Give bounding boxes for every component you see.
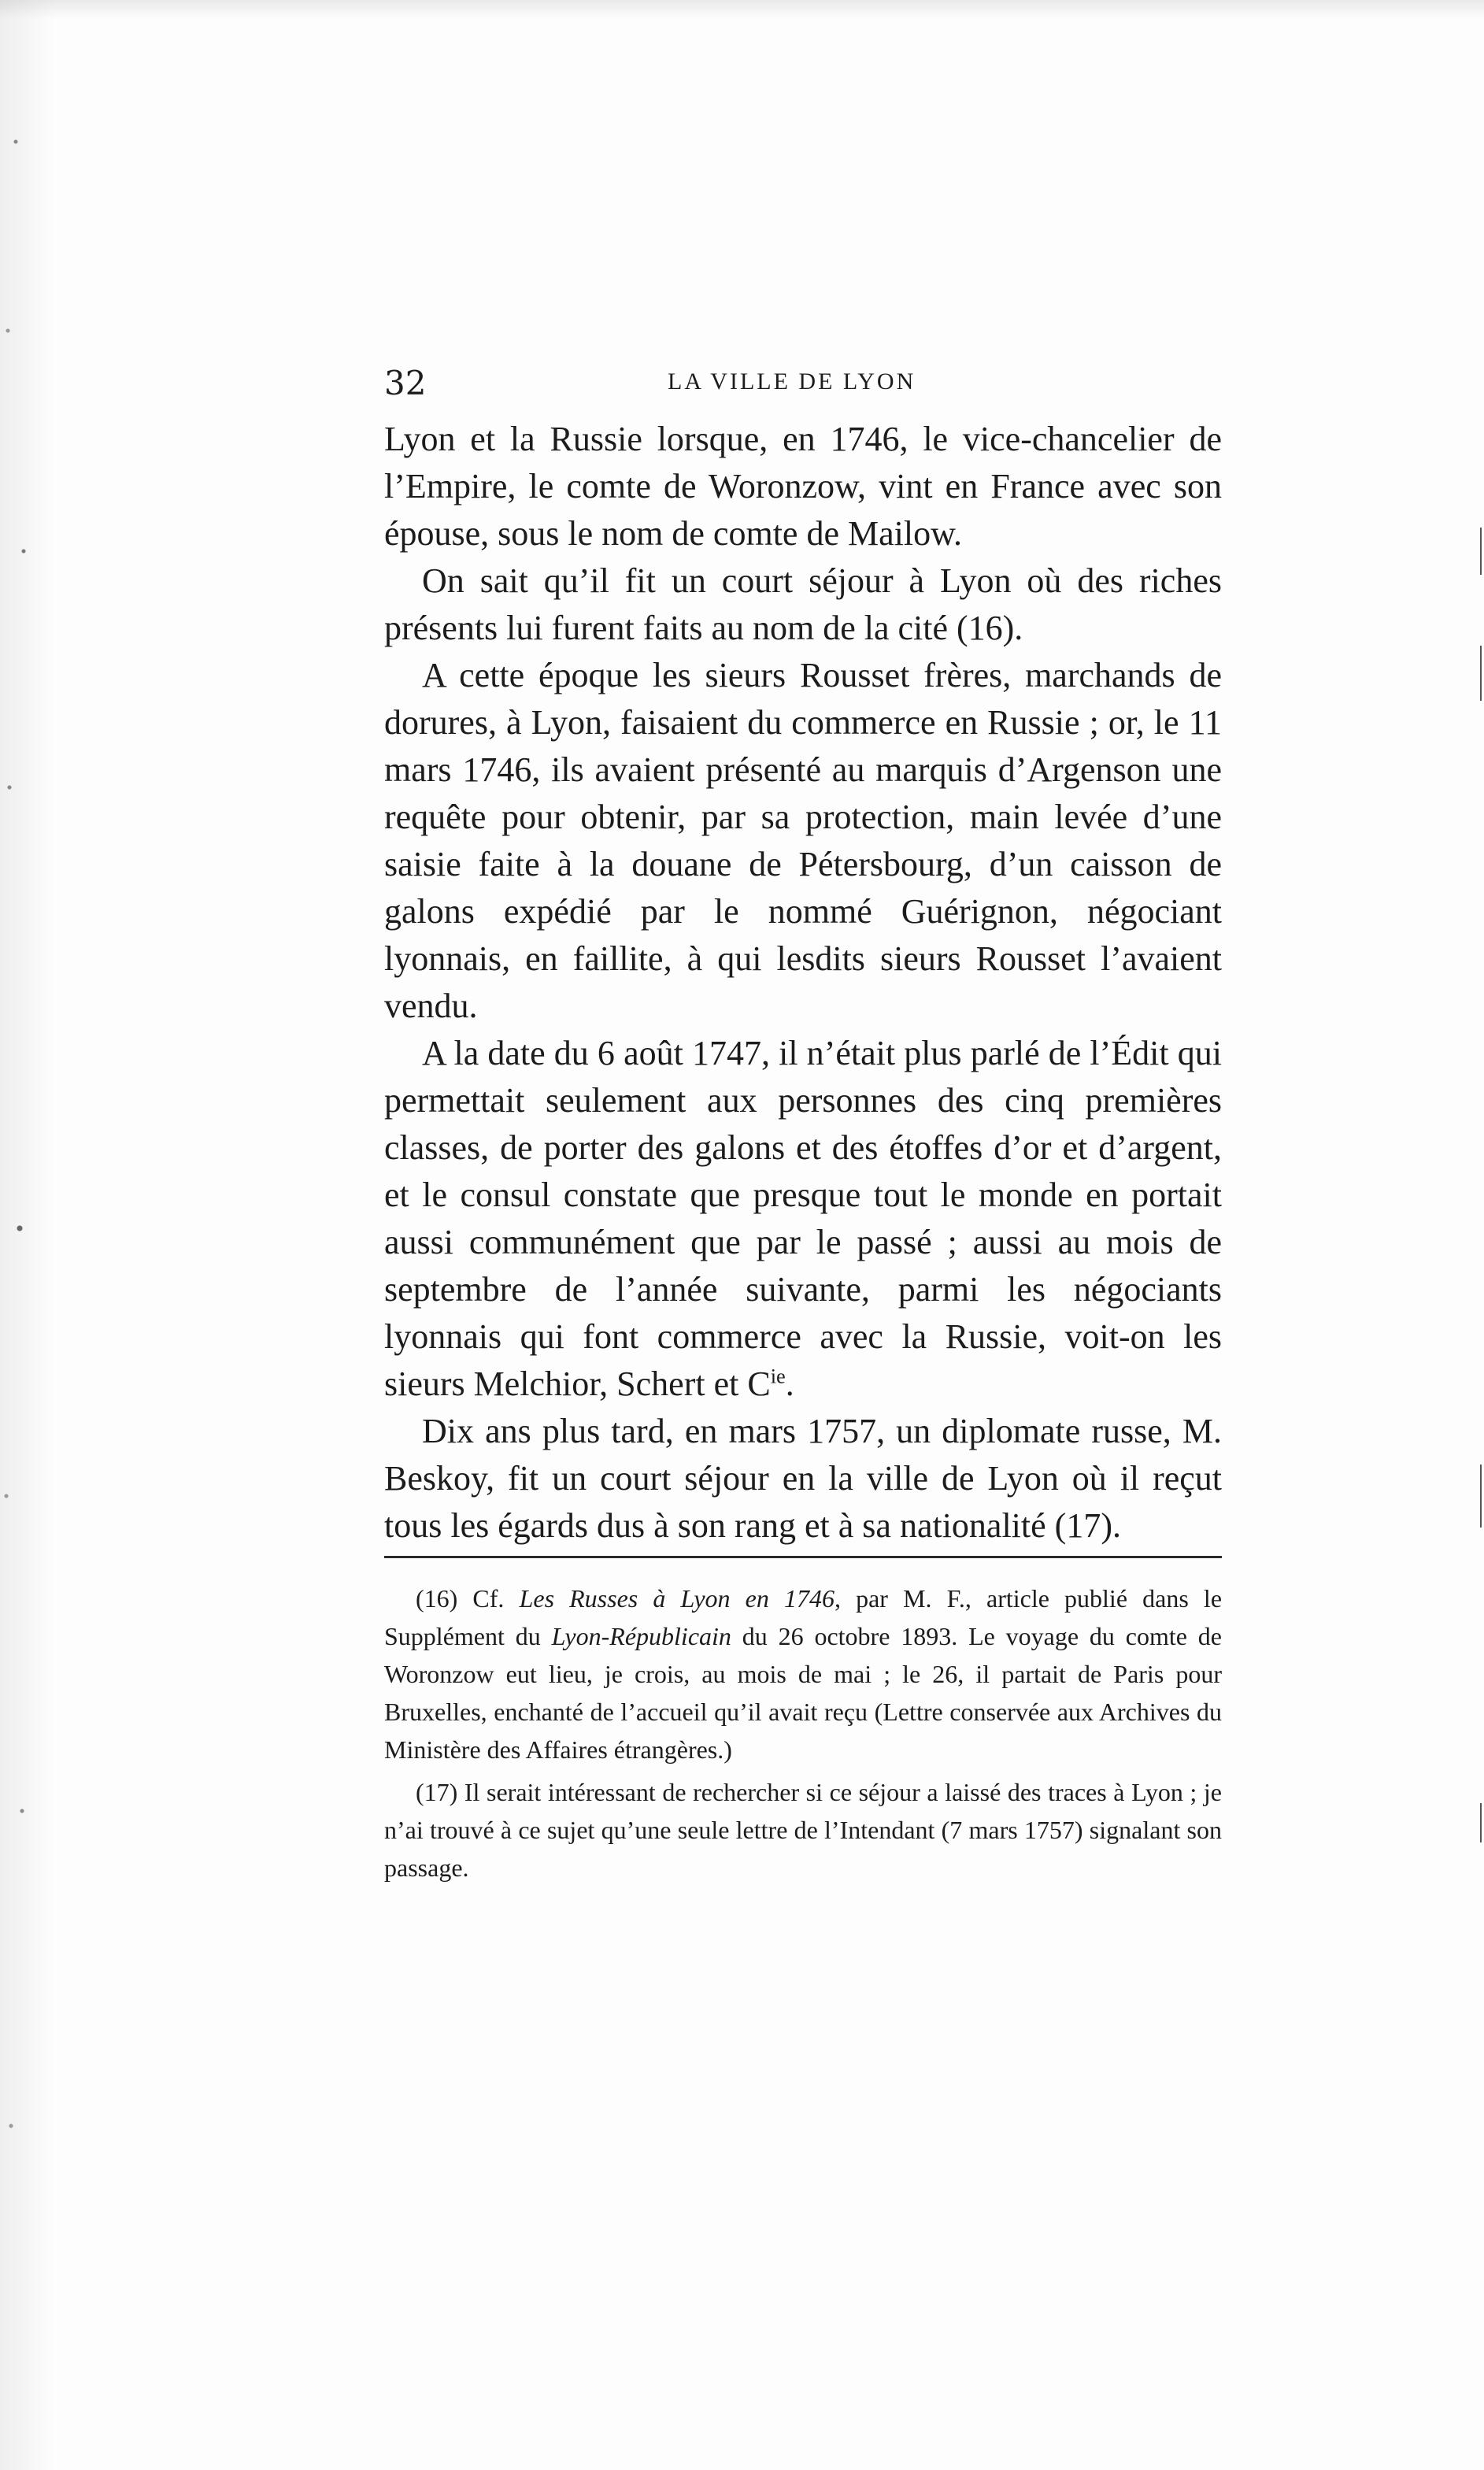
paragraph: Dix ans plus tard, en mars 1757, un diplomate russe, M. Beskoy, fit un court séjour en la ville de Lyon où il reçut tous les égards dus à son rang et à sa nationalité (17). bbox=[384, 1412, 1222, 1545]
running-title: LA VILLE DE LYON bbox=[668, 368, 916, 394]
paragraph: A cette époque les sieurs Rousset frères, marchands de dorures, à Lyon, faisaient du commerce en Russie ; or, le 11 mars 1746, ils avaient présenté au marquis d’Argenson une requête pour obtenir, par sa protection, main levée d’une saisie faite à la douane de Pétersbourg, d’un caisson de galons expédié par le nommé Guérignon, négociant lyonnais, en faillite, à qui lesdits sieurs Rousset l’avaient vendu. bbox=[384, 656, 1222, 1025]
scan-right-mark bbox=[1480, 1803, 1482, 1842]
scan-top-edge bbox=[0, 0, 1484, 19]
paragraph bbox=[384, 1030, 1222, 1408]
footnote-16 bbox=[384, 1579, 1222, 1768]
footnote-text: (16) Cf. bbox=[416, 1584, 520, 1613]
scan-right-mark bbox=[1480, 528, 1482, 575]
scan-right-mark bbox=[1480, 1465, 1482, 1528]
footnotes bbox=[384, 1579, 1222, 1891]
page-header bbox=[384, 364, 1223, 411]
footnote-rule bbox=[384, 1556, 1222, 1558]
paragraph: On sait qu’il fit un court séjour à Lyon où des riches présents lui furent faits au nom de la cité (16). bbox=[384, 561, 1222, 647]
footnote-17: (17) Il serait intéressant de rechercher si ce séjour a laissé des traces à Lyon ; je n’ai trouvé à ce sujet qu’une seule lettre de l’Intendant (7 mars 1757) signalant son passage. bbox=[384, 1778, 1222, 1882]
paragraph-text: A la date du 6 août 1747, il n’était plus parlé de l’Édit qui permettait seulement aux personnes des cinq premières classes, de porter des galons et des étoffes d’or et d’argent, et le consul constate que presque tout le monde en portait aussi communément que par le passé ; aussi au mois de septembre de l’année suivante, parmi les négociants lyonnais qui font commerce avec la Russie, voit-on les sieurs Melchior, Schert et C bbox=[384, 1034, 1222, 1403]
footnote-title: Les Russes à Lyon en 1746 bbox=[519, 1584, 835, 1613]
superscript: ie bbox=[770, 1364, 786, 1388]
footnote-text: du 26 octobre 1893. Le voyage du comte de Woronzow eut lieu, je crois, au mois de mai ; le 26, il partait de Paris pour Bruxelles, enchanté de l’accueil qu’il avait reçu (Lettre conservée aux Archives du Ministère des Affaires étrangères.) bbox=[384, 1622, 1223, 1764]
paragraph-end: . bbox=[785, 1365, 794, 1403]
scan-left-edge bbox=[0, 0, 55, 2470]
footnote-text: , par M. F., article publié dans le Supplément du bbox=[384, 1584, 1223, 1650]
paragraph: Lyon et la Russie lorsque, en 1746, le vice-chancelier de l’Empire, le comte de Woronzow, vint en France avec son épouse, sous le nom de comte de Mailow. bbox=[384, 420, 1222, 553]
body-text bbox=[384, 416, 1222, 1550]
page-number: 32 bbox=[384, 364, 427, 402]
footnote-journal: Lyon-Républicain bbox=[551, 1622, 731, 1650]
scan-right-mark bbox=[1480, 646, 1482, 701]
